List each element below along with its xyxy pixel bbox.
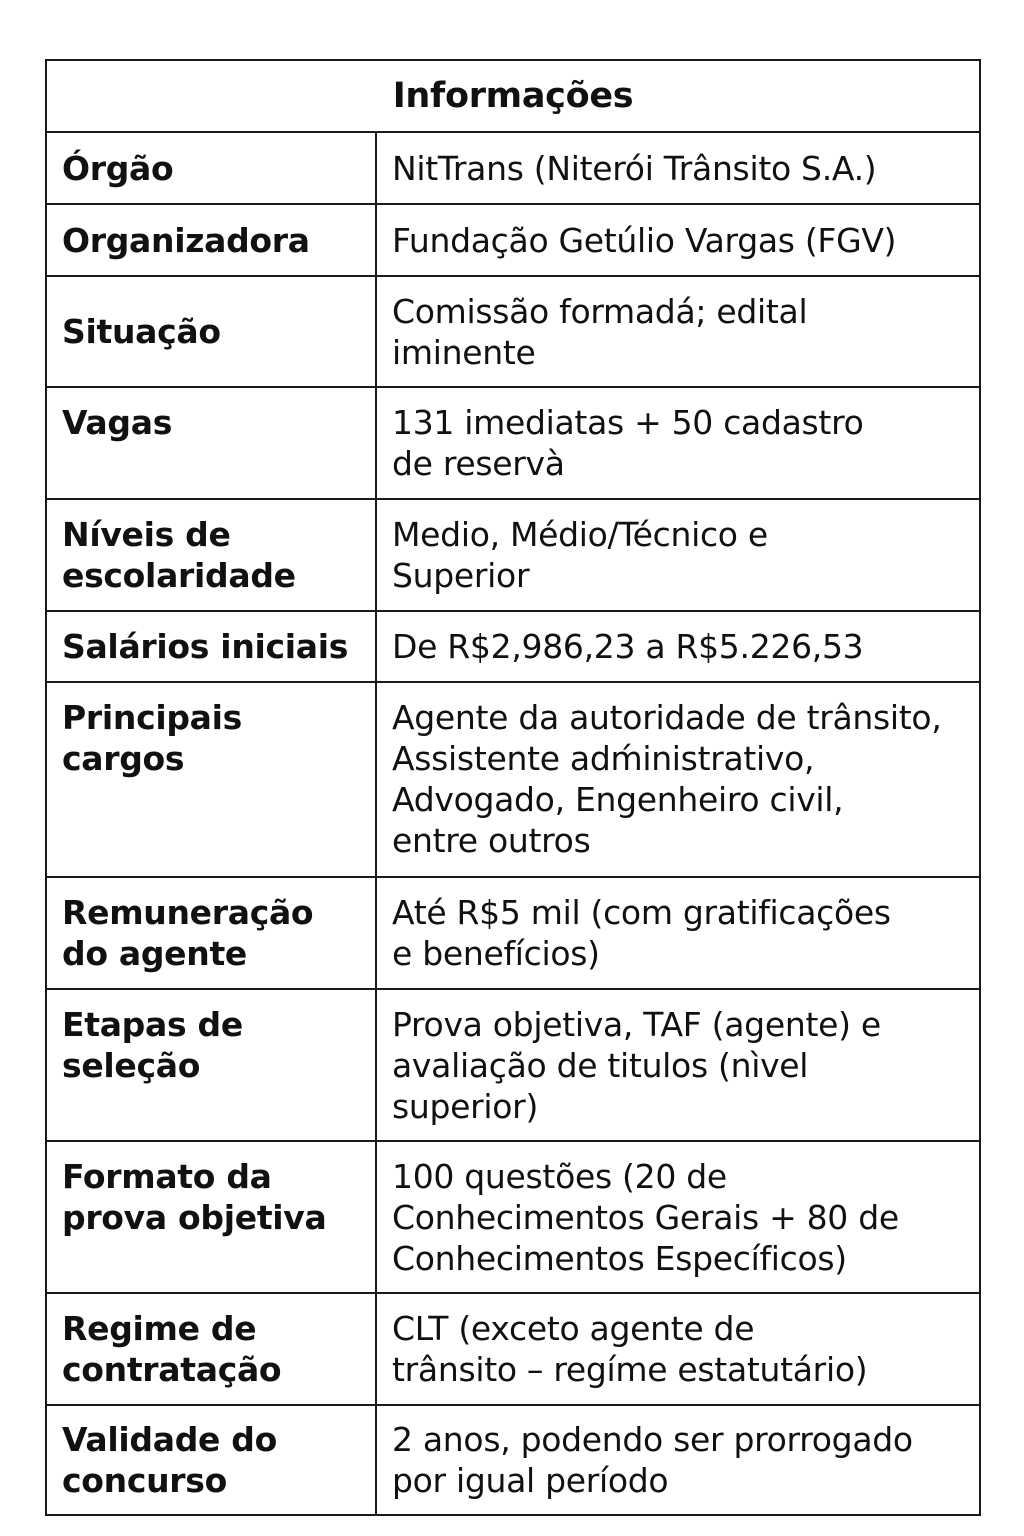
table-title: Informações [46, 60, 980, 132]
row-label-validade: Validade do concurso [46, 1405, 376, 1515]
row-value-organizadora: Fundação Getúlio Vargas (FGV) [376, 204, 980, 276]
row-label-situacao: Situação [46, 276, 376, 387]
row-value-niveis: Medio, Médio/Técnico e Superior [376, 499, 980, 611]
row-label-organizadora: Organizadora [46, 204, 376, 276]
table-row [46, 1141, 980, 1293]
row-label-cargos: Principais cargos [46, 682, 376, 877]
table-row [46, 132, 980, 204]
row-value-etapas: Prova objetiva, TAF (agente) e avaliação de titulos (nìvel superior) [376, 989, 980, 1141]
row-value-orgao: NitTrans (Niterói Trânsito S.A.) [376, 132, 980, 204]
table-row [46, 204, 980, 276]
row-value-situacao: Comissão formadá; edital iminente [376, 276, 980, 387]
row-value-formato: 100 questões (20 de Conhecimentos Gerais + 80 de Conhecimentos Específicos) [376, 1141, 980, 1293]
table-row [46, 387, 980, 499]
row-value-cargos: Agente da autoridade de trânsito, Assistente adḿinistrativo, Advogado, Engenheiro civil, entre outros [376, 682, 980, 877]
row-label-remuneracao: Remuneração do agente [46, 877, 376, 989]
table-row [46, 682, 980, 877]
row-value-vagas: 131 imediatas + 50 cadastro de reservà [376, 387, 980, 499]
table-row [46, 877, 980, 989]
row-value-validade: 2 anos, podendo ser prorrogado por igual período [376, 1405, 980, 1515]
table-row [46, 499, 980, 611]
table-row [46, 1293, 980, 1405]
row-value-regime: CLT (exceto agente de trânsito – regíme estatutário) [376, 1293, 980, 1405]
table-row [46, 276, 980, 387]
table-row [46, 611, 980, 682]
row-label-etapas: Etapas de seleção [46, 989, 376, 1141]
row-label-orgao: Órgão [46, 132, 376, 204]
row-label-regime: Regime de contratação [46, 1293, 376, 1405]
row-label-formato: Formato da prova objetiva [46, 1141, 376, 1293]
row-label-salarios: Salários iniciais [46, 611, 376, 682]
row-value-remuneracao: Até R$5 mil (com gratificações e benefícios) [376, 877, 980, 989]
table-header-row [46, 60, 980, 132]
table-row [46, 1405, 980, 1515]
info-table [45, 59, 981, 1516]
row-label-niveis: Níveis de escolaridade [46, 499, 376, 611]
row-value-salarios: De R$2,986,23 a R$5.226,53 [376, 611, 980, 682]
table-row [46, 989, 980, 1141]
row-label-vagas: Vagas [46, 387, 376, 499]
